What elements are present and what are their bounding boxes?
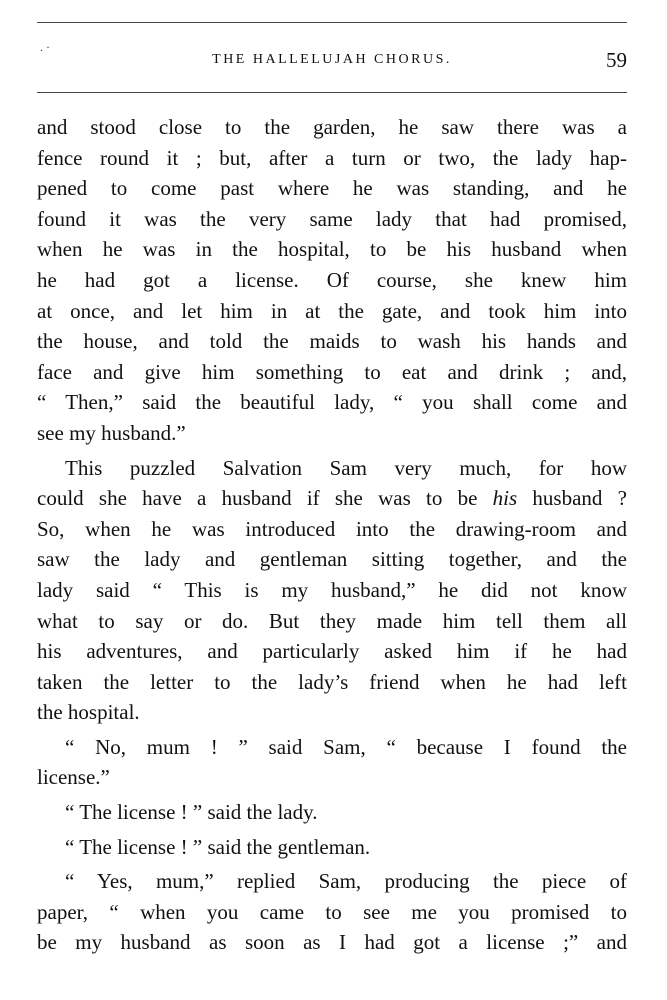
text-line: what to say or do. But they made him tell them all: [37, 608, 627, 633]
text-line: the house, and told the maids to wash his hands and: [37, 329, 627, 354]
body-text: [37, 112, 627, 958]
emphasis-word: his: [492, 486, 518, 511]
text-line: paper, “ when you came to see me you promised to: [37, 899, 627, 924]
text-line: “ No, mum ! ” said Sam, “ because I found the: [65, 734, 627, 759]
text-line: he had got a license. Of course, she knew him: [37, 267, 627, 292]
text-line: be my husband as soon as I had got a license ;” and: [37, 930, 627, 955]
text-line: taken the letter to the lady’s friend when he had left: [37, 669, 627, 694]
top-rule: [37, 22, 627, 23]
running-header: [37, 48, 627, 76]
text-line: his adventures, and particularly asked him if he had: [37, 639, 627, 664]
text-line: “ The license ! ” said the gentleman.: [65, 834, 371, 859]
text-line: when he was in the hospital, to be his husband when: [37, 237, 627, 262]
text-line: see my husband.”: [37, 420, 186, 445]
text-line: So, when he was introduced into the drawing-room and: [37, 516, 627, 541]
text-line: at once, and let him in at the gate, and took him into: [37, 298, 627, 323]
text-line: and stood close to the garden, he saw there was a: [37, 115, 627, 139]
text-line: lady said “ This is my husband,” he did not know: [37, 577, 627, 602]
text-line: license.”: [37, 765, 110, 790]
margin-specks: . ·: [40, 40, 50, 54]
page-number: 59: [606, 48, 627, 72]
running-title: THE HALLELUJAH CHORUS.: [212, 52, 452, 67]
text-line: “ Yes, mum,” replied Sam, producing the piece of: [65, 869, 627, 894]
text-line: This puzzled Salvation Sam very much, for how: [65, 455, 627, 480]
text-line: saw the lady and gentleman sitting together, and the: [37, 547, 627, 572]
text-line: “ Then,” said the beautiful lady, “ you shall come and: [37, 390, 627, 415]
text-line: could she have a husband if she was to be his husband ?: [37, 486, 627, 511]
text-line: the hospital.: [37, 700, 140, 725]
header-rule: [37, 92, 627, 93]
text-line: “ The license ! ” said the lady.: [65, 800, 318, 825]
text-line: found it was the very same lady that had promised,: [37, 206, 627, 231]
text-line: face and give him something to eat and drink ; and,: [37, 359, 627, 384]
text-line: pened to come past where he was standing, and he: [37, 176, 627, 201]
text-line: fence round it ; but, after a turn or two, the lady hap-: [37, 145, 627, 170]
